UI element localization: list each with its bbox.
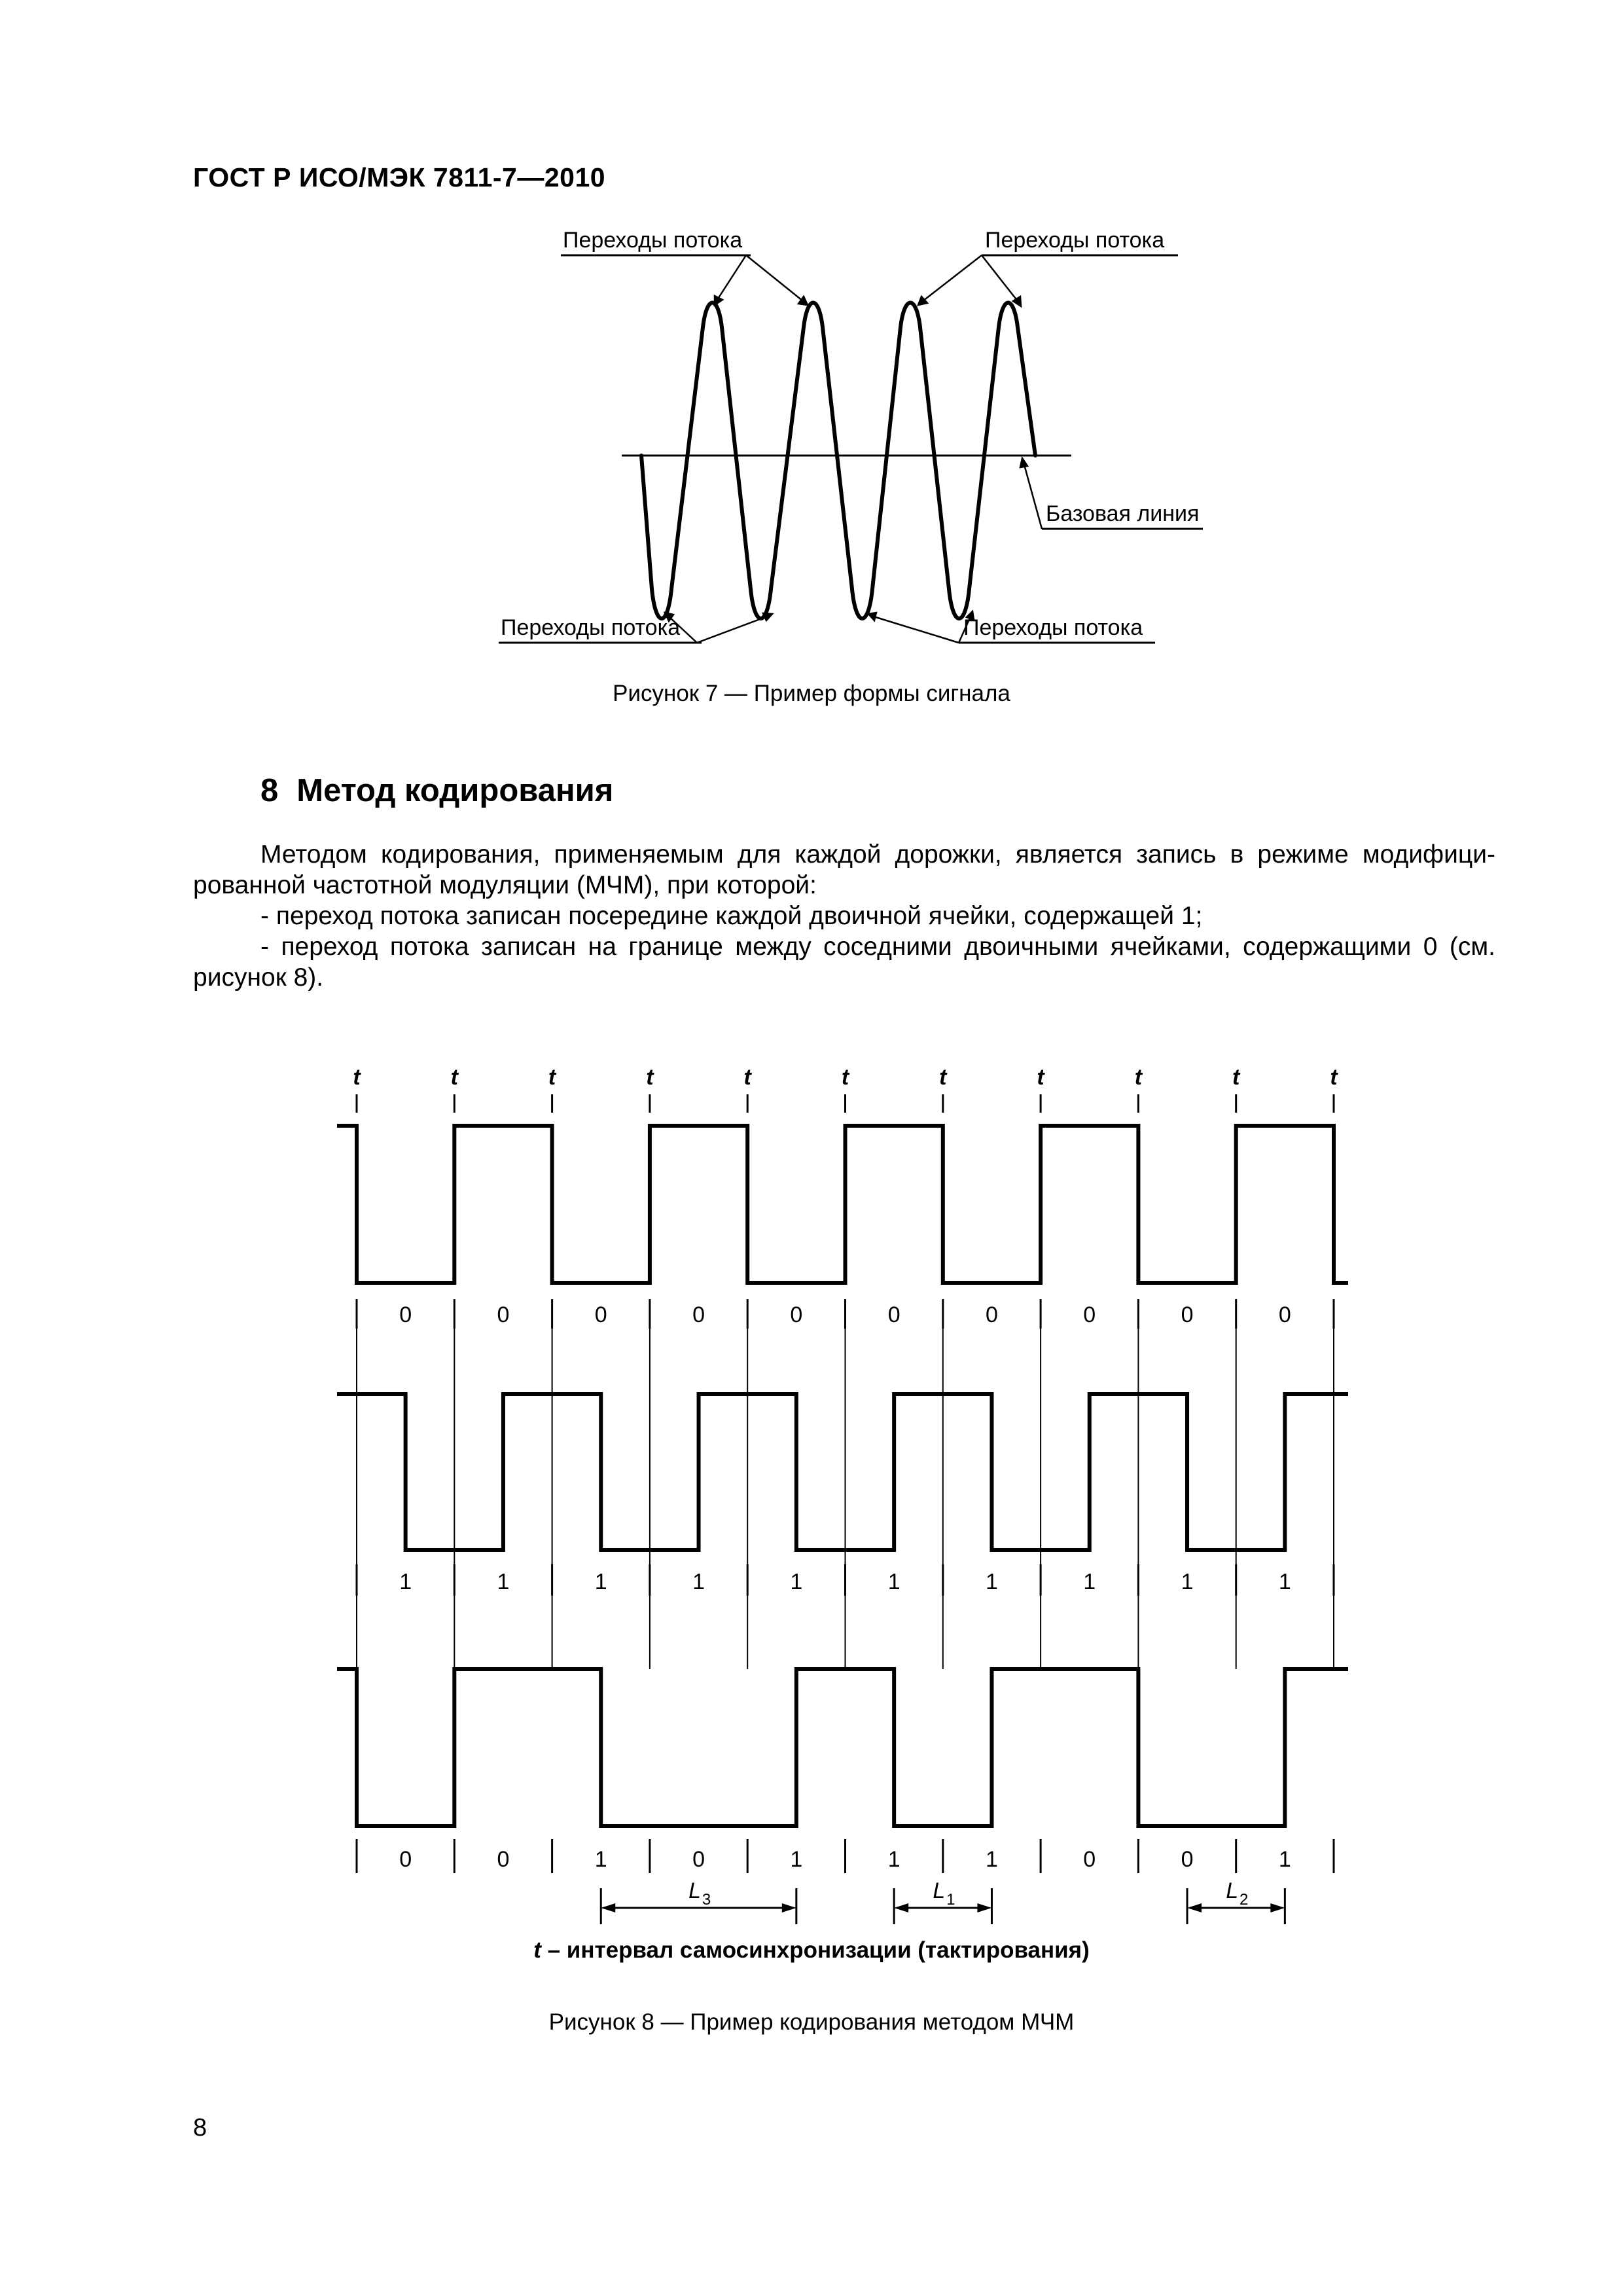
clock-label: t [1037,1065,1044,1090]
bit-label: 1 [985,1847,998,1872]
bit-label: 0 [985,1302,998,1327]
bit-label: 0 [692,1847,705,1872]
legend-symbol: t [533,1937,541,1963]
bit-label: 0 [790,1302,803,1327]
waveform-row-2 [337,1394,1348,1550]
bit-label: 0 [399,1302,412,1327]
label-flux-transitions-bottom-left: Переходы потока [501,615,681,640]
bit-label: 1 [887,1847,901,1872]
clock-label: t [548,1065,556,1090]
bit-label: 1 [985,1570,998,1594]
interval-arrow-head [782,1903,796,1912]
clock-label: t [450,1065,458,1090]
bit-label: 1 [594,1570,607,1594]
interval-subscript: 3 [702,1891,711,1909]
bit-label: 0 [1278,1302,1291,1327]
interval-label: L [688,1878,702,1903]
paragraph-line: рованной частотной модуляции (МЧМ), при которой: [193,871,817,899]
clock-label: t [1232,1065,1240,1090]
bit-label: 1 [790,1847,803,1872]
label-baseline: Базовая линия [1046,501,1200,526]
bit-label: 0 [594,1302,607,1327]
interval-arrow-head [894,1903,908,1912]
bit-label: 0 [497,1847,510,1872]
clock-label: t [1330,1065,1338,1090]
bit-label: 1 [1278,1847,1291,1872]
figure-8-caption: Рисунок 8 — Пример кодирования методом МЧМ [548,2009,1075,2035]
bit-label: 0 [1181,1302,1194,1327]
label-flux-transitions-top-left: Переходы потока [563,228,743,253]
bit-label: 1 [1083,1570,1096,1594]
bit-label: 0 [1083,1302,1096,1327]
clock-label: t [939,1065,947,1090]
figure-7-caption: Рисунок 7 — Пример формы сигнала [613,681,1010,706]
interval-arrow-head [1270,1903,1285,1912]
bullet-item: - переход потока записан на границе между соседними двоичными ячейками, содержащими 0 (см. [260,933,1495,961]
bit-label: 1 [887,1570,901,1594]
clock-label: t [646,1065,654,1090]
section-number: 8 [260,773,279,808]
label-flux-transitions-top-right: Переходы потока [985,228,1165,253]
figure-8-legend [0,1937,1623,1964]
section-title: Метод кодирования [296,773,614,808]
page-number: 8 [193,2114,207,2142]
figure-8-mfm-encoding [327,1047,1387,1957]
clock-label: t [743,1065,751,1090]
interval-subscript: 1 [946,1891,955,1909]
document-id: ГОСТ Р ИСО/МЭК 7811-7—2010 [193,162,606,192]
bit-label: 1 [790,1570,803,1594]
bit-label: 1 [1181,1570,1194,1594]
waveform-row-3 [337,1669,1348,1826]
bit-label: 0 [1181,1847,1194,1872]
bit-label: 0 [887,1302,901,1327]
label-flux-transitions-bottom-right: Переходы потока [963,615,1143,640]
interval-label: L [1226,1878,1239,1903]
bit-label: 1 [399,1570,412,1594]
bullet-item: - переход потока записан посередине каждой двоичной ячейки, содержащей 1; [260,902,1203,930]
bit-label: 0 [1083,1847,1096,1872]
bit-label: 0 [399,1847,412,1872]
clock-label: t [1134,1065,1143,1090]
bit-label: 1 [1278,1570,1291,1594]
bit-label: 0 [692,1302,705,1327]
interval-arrow-head [1187,1903,1202,1912]
clock-label: t [353,1065,361,1090]
paragraph-line: Методом кодирования, применяемым для каждой дорожки, является запись в режиме модифици- [260,840,1495,869]
bit-label: 1 [497,1570,510,1594]
bit-label: 0 [497,1302,510,1327]
signal-waveform [641,303,1035,619]
legend-text: – интервал самосинхронизации (тактирования) [541,1937,1090,1963]
section-heading [260,772,613,809]
waveform-row-1 [337,1126,1348,1283]
bit-label: 1 [692,1570,705,1594]
bit-label: 1 [594,1847,607,1872]
interval-label: L [933,1878,946,1903]
paragraph-line: рисунок 8). [193,963,324,992]
interval-subscript: 2 [1240,1891,1249,1909]
interval-arrow-head [601,1903,615,1912]
figure-7-waveform [471,209,1243,681]
interval-arrow-head [977,1903,991,1912]
clock-label: t [841,1065,849,1090]
